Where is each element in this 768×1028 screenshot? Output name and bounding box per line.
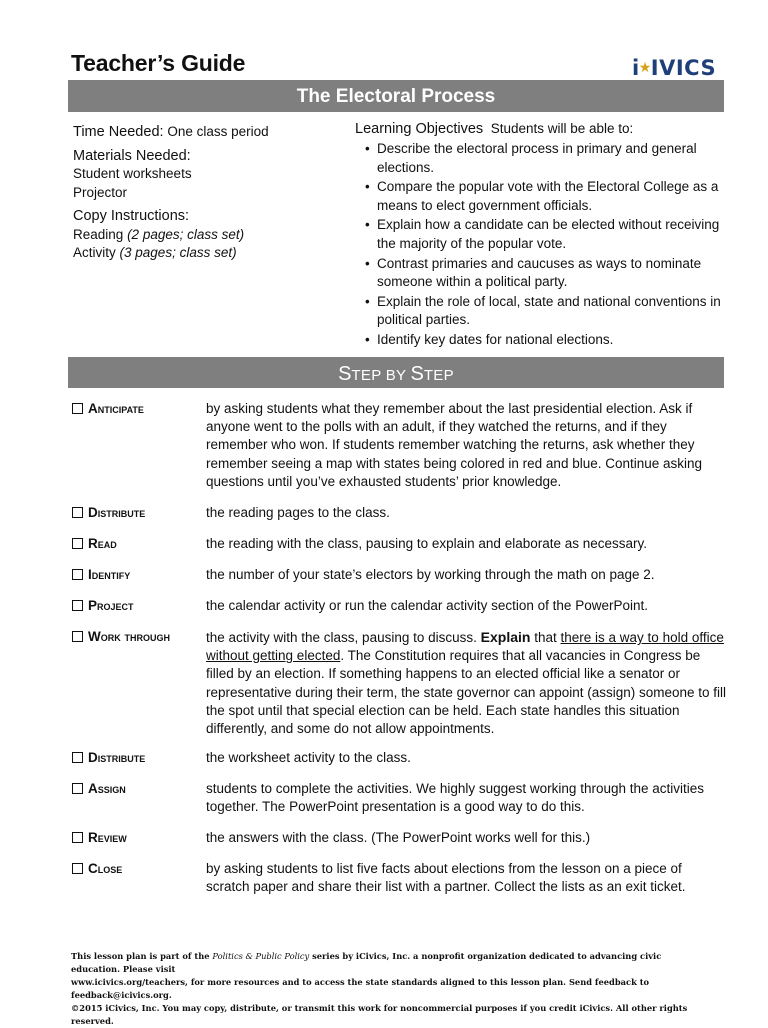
step-review: Review the answers with the class. (The PowerPoint works well for this.) xyxy=(72,829,727,847)
checkbox-icon[interactable] xyxy=(72,538,83,549)
step-identify: Identify the number of your state’s electors by working through the math on page 2. xyxy=(72,566,727,584)
step-distribute-reading: Distribute the reading pages to the class. xyxy=(72,504,727,522)
logo-text-civics: IVICS xyxy=(650,56,717,80)
copy-reading: Reading (2 pages; class set) xyxy=(73,226,245,242)
lesson-info xyxy=(73,123,343,263)
objective-item: • Explain how a candidate can be elected without receiving the majority of the popular vote. xyxy=(355,216,723,253)
learning-objectives xyxy=(355,120,723,351)
logo-text-i: i xyxy=(632,56,640,80)
time-needed: Time Needed: One class period xyxy=(73,124,269,140)
checkbox-icon[interactable] xyxy=(72,783,83,794)
checkbox-icon[interactable] xyxy=(72,631,83,642)
material-item: Student worksheets xyxy=(73,166,192,181)
objectives-heading: Learning Objectives Students will be able to: xyxy=(355,121,634,137)
checkbox-icon[interactable] xyxy=(72,600,83,611)
lesson-title-bar: The Electoral Process xyxy=(68,80,724,112)
step-distribute-worksheet: Distribute the worksheet activity to the class. xyxy=(72,749,727,767)
objectives-list xyxy=(355,140,723,349)
step-by-step-bar: STEP BY STEP xyxy=(68,357,724,388)
checkbox-icon[interactable] xyxy=(72,863,83,874)
star-icon: ★ xyxy=(638,60,652,76)
objective-item: • Identify key dates for national elections. xyxy=(355,331,723,349)
page-title: Teacher’s Guide xyxy=(71,50,246,76)
objective-item: • Explain the role of local, state and national conventions in political parties. xyxy=(355,293,723,330)
step-work-through: Work through the activity with the class, pausing to discuss. Explain that there is a way to hold office without getting elected. The Constitution requires that all vacancies in Congress be filled by an election. If something happens to an elected official like a senator or representative during their term, the state governor can appoint (assign) someone to fill the spot until that special election can be held. Each state handles this situation differently, and some do not allow appointments. xyxy=(72,628,727,738)
footer-line-1: This lesson plan is part of the Politics & Public Policy series by iCivics, Inc. a nonprofit organization dedicated to advancing civic education. Please visit xyxy=(71,951,662,974)
copy-activity: Activity (3 pages; class set) xyxy=(73,245,237,260)
checkbox-icon[interactable] xyxy=(72,832,83,843)
objective-item: • Compare the popular vote with the Electoral College as a means to elect government officials. xyxy=(355,178,723,215)
footer xyxy=(71,950,711,1028)
step-close: Close by asking students to list five facts about elections from the lesson on a piece of scratch paper and share their list with a partner. Collect the lists as an exit ticket. xyxy=(72,860,727,896)
checkbox-icon[interactable] xyxy=(72,569,83,580)
checkbox-icon[interactable] xyxy=(72,403,83,414)
icivics-logo[interactable] xyxy=(632,56,716,80)
step-project: Project the calendar activity or run the calendar activity section of the PowerPoint. xyxy=(72,597,727,615)
step-anticipate: Anticipate by asking students what they remember about the last presidential election. Ask if anyone went to the polls with an adult, if they watched the returns, and if they remember who won. If students remember watching the returns, ask whether they remember seeing a map with states being colored in red and blue. Continue asking questions until you’ve exhausted students’ prior knowledge. xyxy=(72,400,727,491)
footer-copyright: ©2015 iCivics, Inc. You may copy, distribute, or transmit this work for noncommercial purposes if you credit iCivics. All other rights reserved. xyxy=(71,1003,688,1026)
step-assign: Assign students to complete the activities. We highly suggest working through the activities together. The PowerPoint presentation is a good way to do this. xyxy=(72,780,727,816)
materials-label: Materials Needed: xyxy=(73,147,191,164)
objective-item: • Contrast primaries and caucuses as ways to nominate someone within a political party. xyxy=(355,255,723,292)
copy-instructions-label: Copy Instructions: xyxy=(73,208,190,224)
objective-item: • Describe the electoral process in primary and general elections. xyxy=(355,140,723,177)
step-read: Read the reading with the class, pausing to explain and elaborate as necessary. xyxy=(72,535,727,553)
checkbox-icon[interactable] xyxy=(72,752,83,763)
footer-line-2[interactable]: www.icivics.org/teachers, for more resources and to access the state standards aligned to this lesson plan. Send feedback to feedback@icivics.org. xyxy=(71,977,650,1000)
checkbox-icon[interactable] xyxy=(72,507,83,518)
material-item: Projector xyxy=(73,184,128,200)
